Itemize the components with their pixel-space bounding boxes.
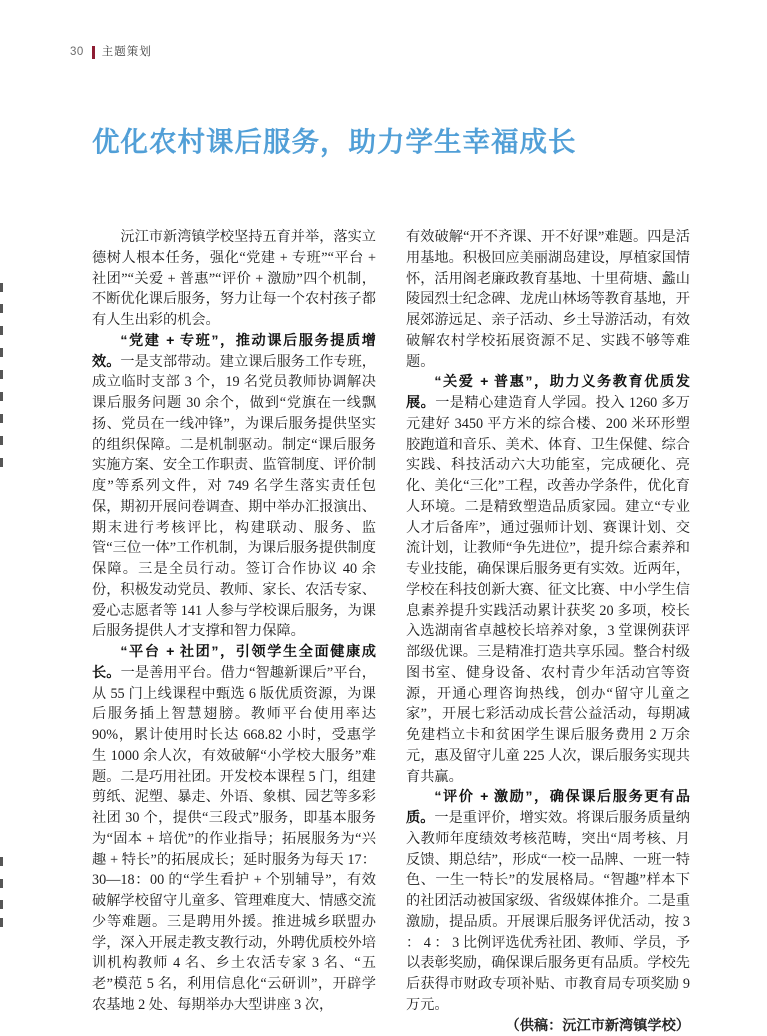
paragraph-guanai-puhui	[406, 372, 690, 787]
page-edge-mark	[0, 326, 3, 335]
section-bar	[92, 46, 95, 59]
page-edge-mark	[0, 348, 3, 357]
paragraph-intro	[92, 227, 376, 331]
page-edge-mark	[0, 900, 3, 909]
page-edge-mark	[0, 436, 3, 445]
paragraph-text: 沅江市新湾镇学校坚持五育并举，落实立德树人根本任务，强化“党建 + 专班”“平台 + 社团”“关爱 + 普惠”“评价 + 激励”四个机制，不断优化课后服务，努力让每一个农村孩子都有人生出彩的机会。	[92, 229, 376, 328]
page-edge-mark	[0, 414, 3, 423]
page-edge-mark	[0, 370, 3, 379]
page-edge-mark	[0, 918, 3, 927]
right-column	[406, 227, 690, 1036]
paragraph-pingjia-jili	[406, 787, 690, 1015]
paragraph-lead: “平台 + 社团”，引领学生全面健康成长。	[92, 644, 376, 681]
left-column	[92, 227, 376, 1016]
paragraph-lead: “党建 + 专班”，推动课后服务提质增效。	[92, 333, 376, 370]
paragraph-text: 一是重评价，增实效。将课后服务质量纳入教师年度绩效考核范畴，突出“周考核、月反馈、期总结”，形成“一校一品牌、一班一特色、一生一特长”的发展格局。“智趣”样本下的社团活动被国家级、省级媒体推介。二是重激励，提品质。开展课后服务评优活动，按 3 ： 4 ： 3 比例评选优秀社团、教师、学员，予以表彰奖励，确保课后服务更有品质。学校先后获得市财政专项补贴、市教育局专项奖励 9 万元。	[406, 810, 690, 1013]
page-header	[70, 45, 152, 59]
page-edge-mark	[0, 458, 3, 467]
paragraph-text: 一是支部带动。建立课后服务工作专班，成立临时支部 3 个，19 名党员教师协调解决课后服务问题 30 余个，做到“党旗在一线飘扬、党员在一线冲锋”，为课后服务提供坚实的组织保障。二是机制驱动。制定“课后服务实施方案、安全工作职责、监管制度、评价制度”等系列文件，对 749 名学生落实责任包保，期初开展问卷调查、期中举办汇报演出、期末进行考核评比，构建联动、服务、监管“三位一体”工作机制，为课后服务提供制度保障。三是全员行动。签订合作协议 40 余份，积极发动党员、教师、家长、农活专家、爱心志愿者等 141 人参与学校课后服务，为课后服务提供人才支撑和智力保障。	[92, 354, 376, 640]
page-edge-mark	[0, 879, 3, 888]
page-edge-mark	[0, 857, 3, 866]
paragraph-text: 一是精心建造育人学园。投入 1260 多万元建好 3450 平方米的综合楼、200 米环形塑胶跑道和音乐、美术、体育、卫生保健、综合实践、科技活动六大功能室，完成硬化、亮化、美化“三化”工程，改善办学条件，优化育人环境。二是精致塑造品质家园。建立“专业人才后备库”，通过强师计划、赛课计划、交流计划，让教师“争先进位”，提升综合素养和专业技能，确保课后服务更有实效。近两年，学校在科技创新大赛、征文比赛、中小学生信息素养提升实践活动累计获奖 20 多项，校长入选湖南省卓越校长培养对象，3 堂课例获评部级优课。三是精准打造共享乐园。整合村级图书室、健身设备、农村青少年活动宫等资源，开通心理咨询热线，创办“留守儿童之家”，开展七彩活动成长营公益活动，每期减免建档立卡和贫困学生课后服务费用 2 万余元，惠及留守儿童 225 人次，课后服务实现共育共赢。	[406, 395, 690, 785]
paragraph-text: 一是善用平台。借力“智趣新课后”平台，从 55 门上线课程中甄选 6 版优质资源，为课后服务插上智慧翅膀。教师平台使用率达 90%，累计使用时长达 668.82 小时，受惠学生 1000 余人次，有效破解“小学校大服务”难题。二是巧用社团。开发校本课程 5 门，组建剪纸、泥塑、暴走、外语、象棋、园艺等多彩社团 30 个，提供“三段式”服务，即基本服务为“固本 + 培优”的作业指导；拓展服务为“兴趣 + 特长”的拓展成长；延时服务为每天 17：30—18：00 的“学生看护 + 个别辅导”，有效破解学校留守儿童多、管理难度大、情感交流少等难题。三是聘用外援。推进城乡联盟办学，深入开展走教支教行动，外聘优质校外培训机构教师 4 名、乡土农活专家 3 名、“五老”模范 5 名，利用信息化“云研训”，开辟学农基地 2 处、每期举办大型讲座 3 次，	[92, 665, 376, 1013]
paragraph-continuation	[406, 227, 690, 372]
paragraph-text: 有效破解“开不齐课、开不好课”难题。四是活用基地。积极回应美丽湖岛建设，厚植家国情怀，活用阁老廉政教育基地、十里荷塘、蠡山陵园烈士纪念碑、龙虎山林场等教育基地，开展郊游远足、亲子活动、乡土导游活动，有效破解农村学校拓展资源不足、实践不够等难题。	[406, 229, 690, 370]
paragraph-lead: “关爱 + 普惠”，助力义务教育优质发展。	[406, 374, 690, 411]
paragraph-pingtai-shetuan	[92, 642, 376, 1016]
paragraph-dangjian-zhuanban	[92, 331, 376, 642]
page-edge-mark	[0, 304, 3, 313]
page-edge-mark	[0, 283, 3, 292]
page-number: 30	[70, 45, 84, 59]
section-label: 主题策划	[102, 45, 152, 59]
page-edge-mark	[0, 392, 3, 401]
paragraph-lead: “评价 + 激励”，确保课后服务更有品质。	[406, 789, 690, 826]
article-title: 优化农村课后服务，助力学生幸福成长	[92, 124, 712, 160]
attribution: （供稿：沅江市新湾镇学校）	[406, 1016, 690, 1036]
